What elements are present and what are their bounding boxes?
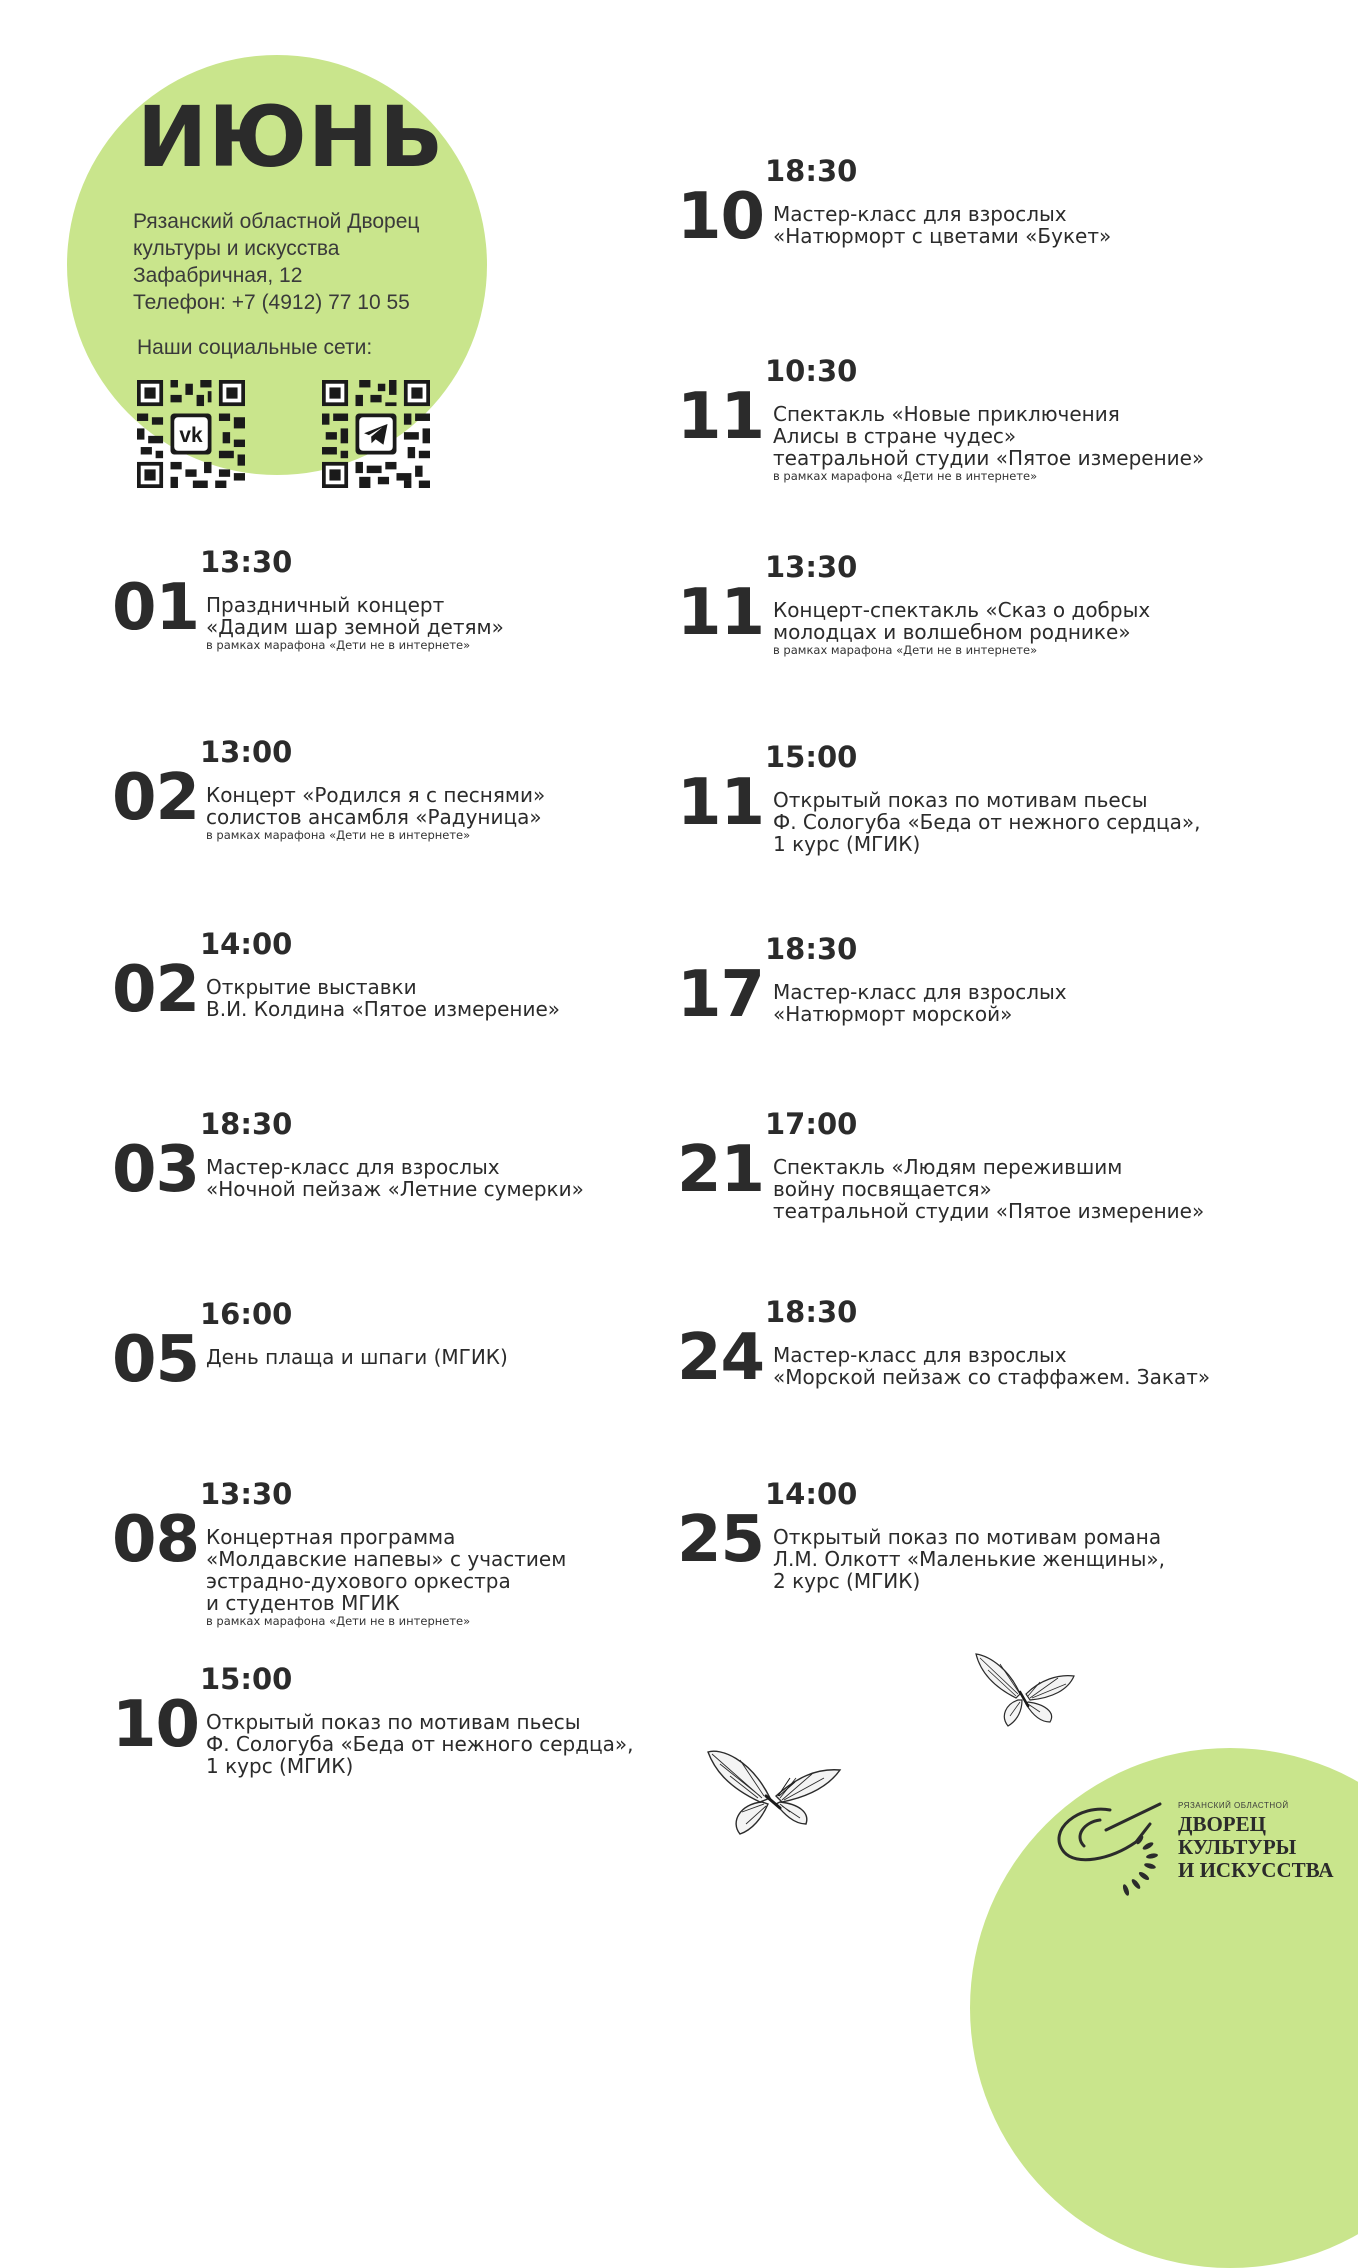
event-description [773,789,1201,855]
event-description-line: Мастер-класс для взрослых [773,1343,1067,1367]
event-time: 10:30 [765,354,858,388]
event-day: 21 [677,1133,765,1207]
event-description-line: Мастер-класс для взрослых [773,980,1067,1004]
event-description-line: «Натюрморт морской» [773,1002,1013,1026]
event-description [773,403,1204,484]
event-item [112,1477,712,1630]
event-description-line: 2 курс (МГИК) [773,1569,921,1593]
event-description [773,1344,1210,1388]
event-description-line: Концертная программа [206,1525,456,1549]
logo-subtitle: РЯЗАНСКИЙ ОБЛАСТНОЙ [1178,1801,1289,1810]
event-time: 16:00 [200,1297,293,1331]
event-time: 18:30 [200,1107,293,1141]
event-time: 15:00 [765,740,858,774]
social-label: Наши социальные сети: [137,336,373,359]
event-day: 11 [677,380,765,454]
event-item [677,1295,1277,1448]
logo-line-1: ДВОРЕЦ [1178,1812,1266,1836]
event-description [206,1346,508,1368]
event-time: 15:00 [200,1662,293,1696]
event-time: 13:00 [200,735,293,769]
event-description-line: театральной студии «Пятое измерение» [773,446,1205,470]
event-description-line: войну посвящается» [773,1177,992,1201]
event-description-line: Открытие выставки [206,975,417,999]
event-item [112,545,712,698]
event-day: 10 [112,1688,200,1762]
event-time: 13:30 [200,1477,293,1511]
event-time: 14:00 [200,927,293,961]
event-note: в рамках марафона «Дети не в интернете» [773,469,1038,483]
event-description-line: Л.М. Олкотт «Маленькие женщины», [773,1547,1166,1571]
event-description [206,1526,566,1629]
venue-address: Зафабричная, 12 [133,264,303,287]
butterfly-icon [700,1738,850,1838]
event-description-line: «Ночной пейзаж «Летние сумерки» [206,1177,584,1201]
event-description-line: Ф. Сологуба «Беда от нежного сердца», [206,1732,634,1756]
event-description-line: Открытый показ по мотивам пьесы [206,1710,581,1734]
event-time: 17:00 [765,1107,858,1141]
qr-telegram-icon[interactable] [322,380,430,488]
event-item [112,1297,712,1450]
event-description [206,1156,584,1200]
event-time: 13:30 [200,545,293,579]
event-description-line: «Натюрморт с цветами «Букет» [773,224,1112,248]
event-description-line: Мастер-класс для взрослых [773,202,1067,226]
event-description-line: и студентов МГИК [206,1591,400,1615]
event-item [677,1107,1277,1260]
event-item [112,1107,712,1260]
event-day: 08 [112,1503,200,1577]
event-day: 02 [112,761,200,835]
event-day: 01 [112,571,200,645]
event-description-line: Праздничный концерт [206,593,445,617]
event-item [112,927,712,1080]
event-description-line: Открытый показ по мотивам романа [773,1525,1162,1549]
svg-text:vk: vk [179,423,203,447]
event-description-line: молодцах и волшебном роднике» [773,620,1131,644]
qr-vk-icon[interactable] [137,380,245,488]
event-note: в рамках марафона «Дети не в интернете» [206,828,471,842]
month-title: ИЮНЬ [137,88,445,186]
event-description-line: День плаща и шпаги (МГИК) [206,1345,508,1369]
event-item [677,154,1277,307]
event-day: 25 [677,1503,765,1577]
event-description-line: Спектакль «Людям пережившим [773,1155,1123,1179]
event-time: 14:00 [765,1477,858,1511]
event-day: 11 [677,766,765,840]
event-item [677,354,1277,507]
event-description-line: солистов ансамбля «Радуница» [206,805,542,829]
event-description-line: Алисы в стране чудес» [773,424,1017,448]
venue-name-line1: Рязанский областной Дворец [133,210,420,233]
event-description-line: «Дадим шар земной детям» [206,615,504,639]
logo-line-3: И ИСКУССТВА [1178,1858,1334,1882]
event-description-line: Концерт «Родился я с песнями» [206,783,546,807]
event-item [677,550,1277,703]
event-item [112,1662,712,1815]
event-description [206,594,504,653]
event-day: 17 [677,958,765,1032]
event-time: 18:30 [765,932,858,966]
event-description-line: В.И. Колдина «Пятое измерение» [206,997,560,1021]
event-description-line: «Молдавские напевы» с участием [206,1547,567,1571]
event-day: 02 [112,953,200,1027]
event-note: в рамках марафона «Дети не в интернете» [206,1614,471,1628]
event-description-line: 1 курс (МГИК) [773,832,921,856]
event-description [773,203,1111,247]
event-time: 18:30 [765,1295,858,1329]
venue-name-line2: культуры и искусства [133,237,340,260]
event-description [773,1156,1204,1222]
event-day: 11 [677,576,765,650]
logo-line-2: КУЛЬТУРЫ [1178,1835,1297,1859]
event-note: в рамках марафона «Дети не в интернете» [773,643,1038,657]
event-note: в рамках марафона «Дети не в интернете» [206,638,471,652]
event-item [677,740,1277,893]
event-description [773,981,1067,1025]
event-description [206,976,560,1020]
event-description-line: Концерт-спектакль «Сказ о добрых [773,598,1151,622]
event-description-line: Ф. Сологуба «Беда от нежного сердца», [773,810,1201,834]
event-description-line: эстрадно-духового оркестра [206,1569,511,1593]
event-item [677,1477,1277,1630]
event-description-line: 1 курс (МГИК) [206,1754,354,1778]
event-day: 03 [112,1133,200,1207]
event-item [112,735,712,888]
event-description [206,784,545,843]
event-time: 13:30 [765,550,858,584]
event-description-line: театральной студии «Пятое измерение» [773,1199,1205,1223]
event-day: 05 [112,1323,200,1397]
event-description-line: Открытый показ по мотивам пьесы [773,788,1148,812]
event-day: 10 [677,180,765,254]
venue-info [133,208,419,316]
event-time: 18:30 [765,154,858,188]
event-description-line: «Морской пейзаж со стаффажем. Закат» [773,1365,1211,1389]
event-description-line: Мастер-класс для взрослых [206,1155,500,1179]
event-description [773,599,1150,658]
event-description [773,1526,1165,1592]
event-description [206,1711,634,1777]
event-description-line: Спектакль «Новые приключения [773,402,1120,426]
venue-phone: Телефон: +7 (4912) 77 10 55 [133,291,410,314]
event-day: 24 [677,1321,765,1395]
butterfly-icon [970,1650,1080,1730]
event-item [677,932,1277,1085]
